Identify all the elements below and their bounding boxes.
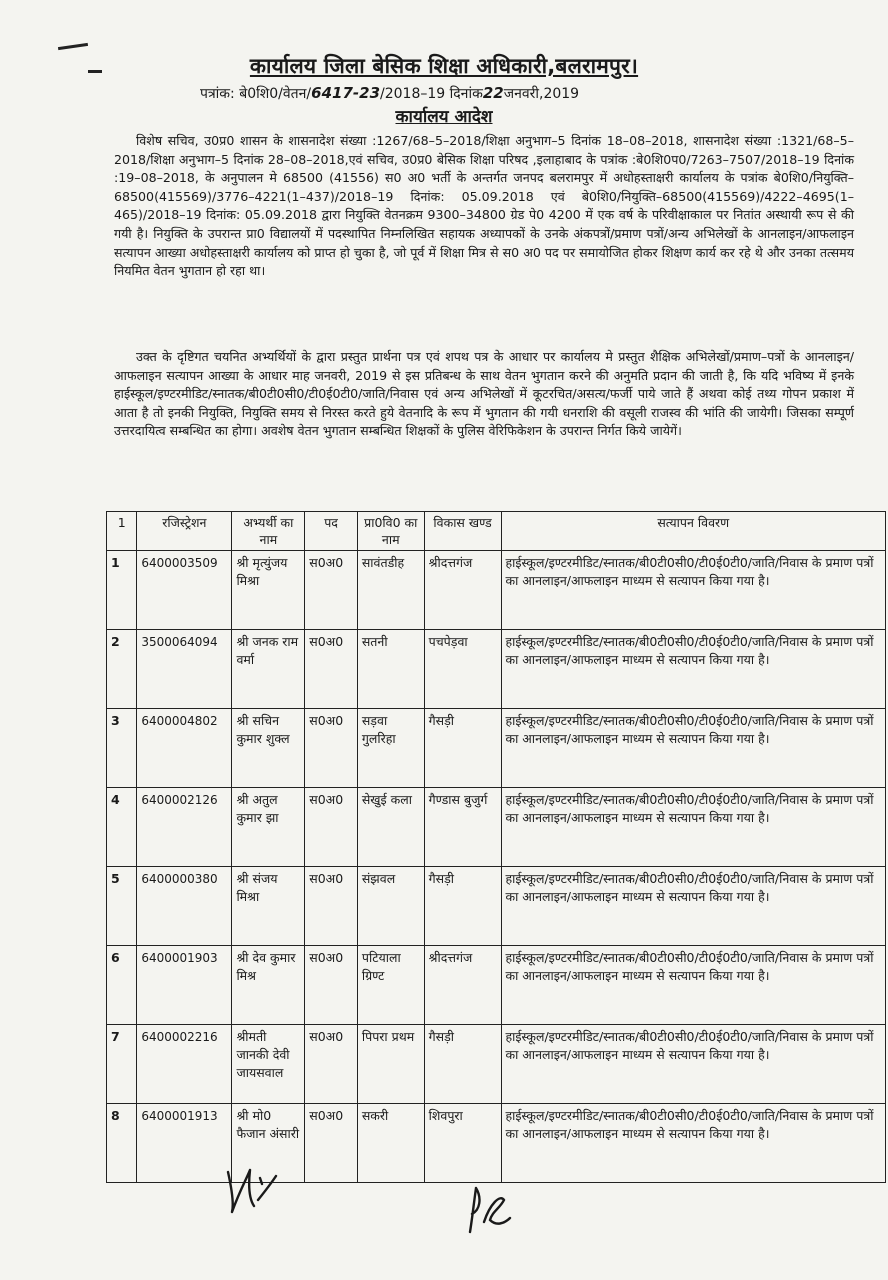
cell-school: पिपरा प्रथम bbox=[357, 1025, 424, 1104]
cell-registration: 6400003509 bbox=[137, 551, 232, 630]
cell-post: स0अ0 bbox=[305, 867, 358, 946]
order-heading: कार्यालय आदेश bbox=[395, 107, 493, 127]
cell-school: सकरी bbox=[357, 1104, 424, 1183]
ref-suffix: /2018–19 दिनांक bbox=[380, 86, 483, 102]
cell-block: शिवपुरा bbox=[424, 1104, 501, 1183]
cell-registration: 6400001913 bbox=[137, 1104, 232, 1183]
ref-date: जनवरी,2019 bbox=[503, 86, 580, 102]
cell-sno: 6 bbox=[107, 946, 137, 1025]
cell-sno: 1 bbox=[107, 551, 137, 630]
cell-verification: हाईस्कूल/इण्टरमीडिट/स्नातक/बी0टी0सी0/टी0ई0टी0/जाति/निवास के प्रमाण पत्रों का आनलाइन/आफलाइन माध्यम से सत्यापन किया गया है। bbox=[501, 788, 886, 867]
paragraph-2: उक्त के दृष्टिगत चयनित अभ्यर्थियों के द्वारा प्रस्तुत प्रार्थना पत्र एवं शपथ पत्र के आधार पर कार्यालय मे प्रस्तुत शैक्षिक अभिलेखों/प्रमाण–पत्रों के आनलाइन/आफलाइन सत्यापन आख्या के आधार माह जनवरी, 2019 से इस प्रतिबन्ध के साथ वेतन भुगतान करने की अनुमति प्रदान की जाती है, कि यदि भविष्य में इनके हाईस्कूल/इण्टरमीडिट/स्नातक/बी0टी0सी0/टी0ई0टी0/जाति/निवास एवं अन्य अभिलेखों में कूटरचित/असत्य/फर्जी पाये जाते हैं अथवा कोई तथ्य गोपन प्रकाश में आता है तो इनकी नियुक्ति, नियुक्ति समय से निरस्त करते हुये वेतनादि के रूप में भुगतान की गयी धनराशि की वसूली राजस्व की भांति की जायेगी। जिसका सम्पूर्ण उत्तरदायित्व सम्बन्धित का होगा। अवशेष वेतन भुगतान सम्बन्धित शिक्षकों के पुलिस वेरिफिकेशन के उपरान्त निर्गत किये जायेगें। bbox=[114, 349, 854, 439]
cell-school: सेखुई कला bbox=[357, 788, 424, 867]
cell-name: श्री अतुल कुमार झा bbox=[232, 788, 305, 867]
ref-prefix: पत्रांक: बे0शि0/वेतन/ bbox=[200, 86, 312, 102]
ref-day: 22 bbox=[482, 84, 504, 102]
cell-post: स0अ0 bbox=[305, 788, 358, 867]
cell-sno: 4 bbox=[107, 788, 137, 867]
cell-name: श्रीमती जानकी देवी जायसवाल bbox=[232, 1025, 305, 1104]
table-row bbox=[107, 1025, 886, 1104]
cell-verification: हाईस्कूल/इण्टरमीडिट/स्नातक/बी0टी0सी0/टी0ई0टी0/जाति/निवास के प्रमाण पत्रों का आनलाइन/आफलाइन माध्यम से सत्यापन किया गया है। bbox=[501, 630, 886, 709]
col-header-verification: सत्यापन विवरण bbox=[501, 512, 886, 551]
cell-registration: 6400004802 bbox=[137, 709, 232, 788]
cell-name: श्री मो0 फैजान अंसारी bbox=[232, 1104, 305, 1183]
cell-post: स0अ0 bbox=[305, 551, 358, 630]
cell-name: श्री संजय मिश्रा bbox=[232, 867, 305, 946]
cell-sno: 7 bbox=[107, 1025, 137, 1104]
table-row bbox=[107, 551, 886, 630]
cell-post: स0अ0 bbox=[305, 1104, 358, 1183]
cell-school: सड़वा गुलरिहा bbox=[357, 709, 424, 788]
cell-post: स0अ0 bbox=[305, 630, 358, 709]
table-row bbox=[107, 946, 886, 1025]
signature-initials-right bbox=[456, 1180, 526, 1240]
cell-sno: 2 bbox=[107, 630, 137, 709]
cell-post: स0अ0 bbox=[305, 1025, 358, 1104]
teacher-table bbox=[106, 511, 886, 1183]
col-header-sno: 1 bbox=[107, 512, 137, 551]
cell-block: श्रीदत्तगंज bbox=[424, 946, 501, 1025]
signature-initials-left bbox=[220, 1160, 290, 1220]
cell-verification: हाईस्कूल/इण्टरमीडिट/स्नातक/बी0टी0सी0/टी0ई0टी0/जाति/निवास के प्रमाण पत्रों का आनलाइन/आफलाइन माध्यम से सत्यापन किया गया है। bbox=[501, 867, 886, 946]
col-header-registration: रजिस्ट्रेशन bbox=[137, 512, 232, 551]
office-title: कार्यालय जिला बेसिक शिक्षा अधिकारी,बलरामपुर। bbox=[249, 54, 639, 78]
reference-line bbox=[200, 84, 579, 103]
table-header-row bbox=[107, 512, 886, 551]
col-header-school: प्रा0वि0 का नाम bbox=[357, 512, 424, 551]
cell-sno: 3 bbox=[107, 709, 137, 788]
cell-verification: हाईस्कूल/इण्टरमीडिट/स्नातक/बी0टी0सी0/टी0ई0टी0/जाति/निवास के प्रमाण पत्रों का आनलाइन/आफलाइन माध्यम से सत्यापन किया गया है। bbox=[501, 1104, 886, 1183]
cell-name: श्री मृत्युंजय मिश्रा bbox=[232, 551, 305, 630]
cell-name: श्री देव कुमार मिश्र bbox=[232, 946, 305, 1025]
cell-sno: 5 bbox=[107, 867, 137, 946]
cell-registration: 3500064094 bbox=[137, 630, 232, 709]
table-row bbox=[107, 867, 886, 946]
cell-registration: 6400002216 bbox=[137, 1025, 232, 1104]
cell-block: गैसड़ी bbox=[424, 867, 501, 946]
cell-post: स0अ0 bbox=[305, 946, 358, 1025]
ink-mark bbox=[58, 43, 88, 50]
cell-school: संझवल bbox=[357, 867, 424, 946]
cell-sno: 8 bbox=[107, 1104, 137, 1183]
cell-verification: हाईस्कूल/इण्टरमीडिट/स्नातक/बी0टी0सी0/टी0ई0टी0/जाति/निवास के प्रमाण पत्रों का आनलाइन/आफलाइन माध्यम से सत्यापन किया गया है। bbox=[501, 946, 886, 1025]
paragraph-1: विशेष सचिव, उ0प्र0 शासन के शासनादेश संख्या :1267/68–5–2018/शिक्षा अनुभाग–5 दिनांक 18–08–2018, शासनादेश संख्या :1321/68–5–2018/शिक्षा अनुभाग–5 दिनांक 28–08–2018,एवं सचिव, उ0प्र0 बेसिक शिक्षा परिषद ,इलाहाबाद के पत्रांक :बे0शि0प0/7263–7507/2018–19 दिनांक :19–08–2018, के अनुपालन मे 68500 (41556) स0 अ0 भर्ती के अन्तर्गत जनपद बलरामपुर में अधोहस्ताक्षरी कार्यालय के पत्रांक बे0शि0/नियुक्ति–68500(415569)/3776–4221(1–437)/2018–19 दिनांक: 05.09.2018 एवं बे0शि0/नियुक्ति–68500(415569)/4222–4695(1–465)/2018–19 दिनांक: 05.09.2018 द्वारा नियुक्ति वेतनक्रम 9300–34800 ग्रेड पे0 4200 में एक वर्ष के परिवीक्षाकाल पर नितांत अस्थायी रूप से की गयी है। नियुक्ति के उपरान्त प्रा0 विद्यालयों में पदस्थापित निम्नलिखित सहायक अध्यापकों के उनके अंकपत्रों/प्रमाण पत्रों/अन्य अभिलेखों के आनलाइन/आफलाइन सत्यापन आख्या अधोहस्ताक्षरी कार्यालय को प्राप्त हो चुका है, जो पूर्व में शिक्षा मित्र से स0 अ0 पद पर समायोजित होकर शिक्षण कार्य कर रहे थे और उनका तत्समय नियमित वेतन भुगतान हो रहा था। bbox=[114, 133, 854, 279]
cell-verification: हाईस्कूल/इण्टरमीडिट/स्नातक/बी0टी0सी0/टी0ई0टी0/जाति/निवास के प्रमाण पत्रों का आनलाइन/आफलाइन माध्यम से सत्यापन किया गया है। bbox=[501, 1025, 886, 1104]
cell-registration: 6400002126 bbox=[137, 788, 232, 867]
cell-block: श्रीदत्तगंज bbox=[424, 551, 501, 630]
cell-block: पचपेड़वा bbox=[424, 630, 501, 709]
cell-block: गैसड़ी bbox=[424, 1025, 501, 1104]
col-header-name: अभ्यर्थी का नाम bbox=[232, 512, 305, 551]
cell-name: श्री जनक राम वर्मा bbox=[232, 630, 305, 709]
ref-number: 6417-23 bbox=[311, 84, 381, 102]
cell-school: पटियाला ग्रिण्ट bbox=[357, 946, 424, 1025]
table-row bbox=[107, 630, 886, 709]
table-row bbox=[107, 788, 886, 867]
cell-registration: 6400000380 bbox=[137, 867, 232, 946]
cell-school: सतनी bbox=[357, 630, 424, 709]
cell-verification: हाईस्कूल/इण्टरमीडिट/स्नातक/बी0टी0सी0/टी0ई0टी0/जाति/निवास के प्रमाण पत्रों का आनलाइन/आफलाइन माध्यम से सत्यापन किया गया है। bbox=[501, 551, 886, 630]
cell-post: स0अ0 bbox=[305, 709, 358, 788]
col-header-post: पद bbox=[305, 512, 358, 551]
cell-name: श्री सचिन कुमार शुक्ल bbox=[232, 709, 305, 788]
cell-registration: 6400001903 bbox=[137, 946, 232, 1025]
cell-school: सावंतडीह bbox=[357, 551, 424, 630]
cell-verification: हाईस्कूल/इण्टरमीडिट/स्नातक/बी0टी0सी0/टी0ई0टी0/जाति/निवास के प्रमाण पत्रों का आनलाइन/आफलाइन माध्यम से सत्यापन किया गया है। bbox=[501, 709, 886, 788]
cell-block: गैण्डास बुजुर्ग bbox=[424, 788, 501, 867]
cell-block: गैसड़ी bbox=[424, 709, 501, 788]
table-row bbox=[107, 709, 886, 788]
col-header-block: विकास खण्ड bbox=[424, 512, 501, 551]
